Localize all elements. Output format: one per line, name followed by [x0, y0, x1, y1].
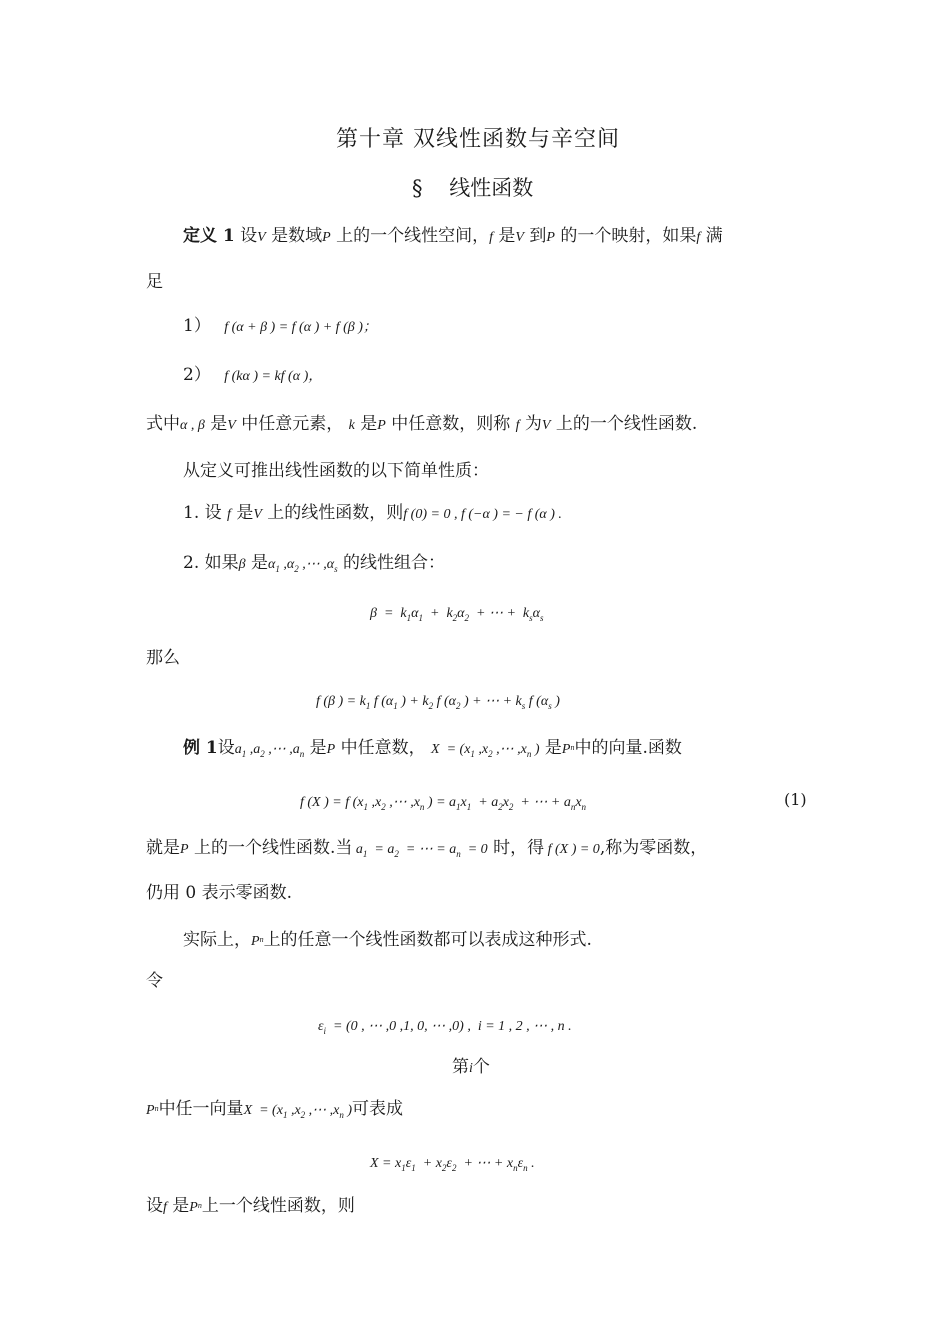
- last-line-t1: 设: [146, 1196, 163, 1216]
- after-def-t5: 中任意数，则称: [391, 414, 511, 434]
- properties-intro: 从定义可推出线性函数的以下简单性质：: [183, 461, 489, 481]
- vector-X: $X = (x_1$ $,x_2$ ,⋯ $,x_n$ ): [431, 742, 540, 759]
- chapter-title: 第十章 双线性函数与辛空间: [336, 127, 620, 152]
- example-continuation-1: [146, 840, 707, 857]
- symbol-Pn: $P^n$: [189, 1200, 202, 1215]
- example-t4: 是: [544, 738, 562, 758]
- condition-1: [183, 318, 377, 335]
- example-t2: 是: [309, 738, 327, 758]
- def-text-g: 满: [705, 226, 723, 246]
- last-line-t3: 上一个线性函数，则: [201, 1196, 355, 1216]
- ith-label: [452, 1059, 490, 1076]
- ith-label-t2: 个: [472, 1057, 490, 1077]
- then-text: 那么: [146, 648, 180, 668]
- beta-combination-formula: $\beta = k_1\alpha_1 + k_2\alpha_2$ + ⋯ + $k_s\alpha_s$: [370, 606, 544, 623]
- symbol-i: i: [469, 1061, 473, 1076]
- prop1-num: 1. 设: [183, 503, 222, 523]
- zero-function-formula: f (X ) = 0: [544, 842, 600, 857]
- property-2: [183, 555, 445, 572]
- symbol-f: f: [163, 1200, 167, 1215]
- epsilon-definition: $\varepsilon_i = (0$ , ⋯ ,0 ,1, 0, ⋯ ,0) , i = 1 , 2 , ⋯ , n .: [318, 1019, 572, 1036]
- ith-label-t1: 第: [452, 1057, 469, 1077]
- after-def-t1: 式中: [146, 414, 180, 434]
- alpha-list: $\alpha_1$ $,\alpha_2$ ,⋯ $,\alpha_s$: [268, 557, 338, 574]
- symbol-P: P: [322, 230, 331, 245]
- section-title: § 线性函数: [412, 176, 534, 200]
- symbol-beta: β: [238, 557, 246, 572]
- condition-1-formula: f (α + β ) = f (α ) + f (β )；: [224, 320, 377, 335]
- symbol-P: P: [377, 418, 386, 433]
- def-text-c: 上的一个线性空间，: [336, 226, 490, 246]
- symbol-P: P: [326, 742, 336, 757]
- example-continuation-2: 仍用 0 表示零函数.: [146, 883, 293, 903]
- condition-1-num: 1）: [183, 316, 211, 336]
- symbol-f: f: [489, 230, 493, 245]
- after-def-t4: 是: [360, 414, 378, 434]
- symbol-Pn: $P^n$: [561, 742, 575, 757]
- example-t3: 中任意数，: [340, 738, 426, 758]
- example-cont1: 就是: [146, 838, 180, 858]
- symbol-V: V: [253, 507, 262, 522]
- def-text-b: 是数域: [271, 226, 323, 246]
- after-def-t3: 中任意元素，: [241, 414, 344, 434]
- symbol-Pn: $P^n$: [146, 1103, 159, 1118]
- example-t5: 中的向量.函数: [574, 738, 682, 758]
- example-cont4: ,称为零函数，: [599, 838, 708, 858]
- definition-line: [183, 228, 723, 245]
- linear-function-formula: f (X ) = f ($x_1$ $,x_2$ ,⋯ $,x_n$ ) = $a_1x_1 + a_2x_2$ + ⋯ + $a_nx_n$: [300, 795, 587, 812]
- symbol-V: V: [257, 230, 266, 245]
- symbol-P: P: [546, 230, 555, 245]
- after-def-t7: 上的一个线性函数.: [555, 414, 698, 434]
- prop2-num: 2. 如果: [183, 553, 239, 573]
- x-expansion-formula: $X = x_1\varepsilon_1 + x_2\varepsilon_2$ + ⋯ + $x_n\varepsilon_n$ .: [370, 1156, 535, 1173]
- condition-2: [183, 367, 322, 384]
- def-text-e: 到: [529, 226, 547, 246]
- last-line: [146, 1198, 355, 1215]
- example-cont2: 上的一个线性函数.当: [193, 838, 353, 858]
- definition-continuation: 足: [146, 272, 163, 292]
- actually-t2: 上的任意一个线性函数都可以表成这种形式.: [263, 930, 592, 950]
- prop2-t2: 是: [251, 553, 269, 573]
- symbol-V: V: [227, 418, 236, 433]
- prop1-t3: 上的线性函数，则: [267, 503, 404, 523]
- symbol-alpha-beta: α , β: [180, 418, 205, 433]
- example-label: 例 1: [183, 738, 218, 758]
- example-cont3: 时，得: [493, 838, 545, 858]
- after-def-t2: 是: [210, 414, 228, 434]
- equation-number: (1): [784, 790, 807, 809]
- def-text-f: 的一个映射，如果: [560, 226, 697, 246]
- symbol-V: V: [515, 230, 524, 245]
- let-text: 令: [146, 971, 163, 991]
- def-text-a: 设: [240, 226, 258, 246]
- after-definition-line: [146, 416, 697, 433]
- prop1-formula: f (0) = 0 , f (−α ) = − f (α ) .: [403, 507, 562, 522]
- symbol-f: f: [696, 230, 701, 245]
- vector-X: $X = (x_1$ $,x_2$ ,⋯ $,x_n$ ): [243, 1103, 353, 1120]
- symbol-f: f: [227, 507, 231, 522]
- symbol-f: f: [515, 418, 520, 433]
- symbol-k: k: [348, 418, 355, 433]
- symbol-P: P: [180, 842, 189, 857]
- symbol-Pn: $P^n$: [251, 934, 264, 949]
- actually-line: [183, 932, 592, 949]
- after-def-t6: 为: [524, 414, 542, 434]
- last-line-t2: 是: [172, 1196, 190, 1216]
- vec-repr-t2: 可表成: [352, 1099, 404, 1119]
- f-beta-formula: f (β ) = $k_1$ f ($\alpha_1$ ) + $k_2$ f ($\alpha_2$ ) + ⋯ + $k_s$ f ($\alpha_s$ ): [316, 694, 560, 711]
- zero-coefficients: $a_1 = a_2$ = ⋯ = $a_n = 0$: [352, 842, 488, 859]
- symbol-V: V: [541, 418, 551, 433]
- actually-t1: 实际上，: [183, 930, 251, 950]
- definition-label: 定义 1: [183, 226, 235, 246]
- prop1-t2: 是: [236, 503, 254, 523]
- prop2-t3: 的线性组合：: [343, 553, 446, 573]
- condition-2-formula: f (kα ) = kf (α )，: [224, 369, 323, 384]
- a-list: $a_1$ $,a_2$ ,⋯ $,a_n$: [234, 742, 305, 759]
- vec-repr-t1: 中任一向量: [158, 1099, 244, 1119]
- property-1: [183, 505, 562, 522]
- example-t1: 设: [217, 738, 235, 758]
- example-1-line: [183, 740, 682, 757]
- condition-2-num: 2）: [183, 365, 211, 385]
- vector-representation-line: [146, 1101, 403, 1118]
- def-text-d: 是: [498, 226, 516, 246]
